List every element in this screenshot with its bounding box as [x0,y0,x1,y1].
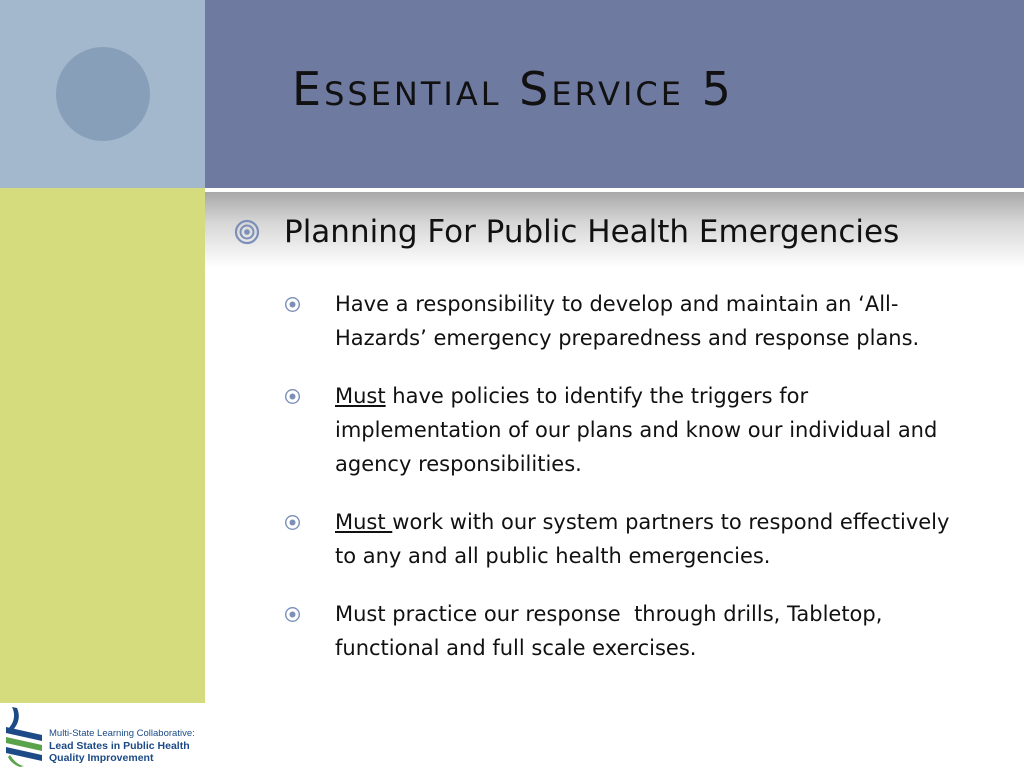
sub-bullet-item [284,597,974,665]
target-bullet-icon [233,218,261,246]
sub-bullet-emphasis: Must [335,510,393,534]
decorative-circle [56,47,150,141]
top-left-block [0,0,205,188]
organization-logo [0,703,210,768]
logo-line-2: Lead States in Public Health [49,740,190,752]
slide-title: Essential Service 5 [292,62,734,116]
sub-bullet-text: Have a responsibility to develop and maintain an ‘All-Hazards’ emergency preparedness and response plans. [335,292,920,350]
main-bullet-text: Planning For Public Health Emergencies [284,214,900,250]
circle-dot-bullet-icon [284,606,301,623]
circle-dot-bullet-icon [284,514,301,531]
sub-bullet-item [284,379,974,481]
sub-bullet-item [284,287,974,355]
sub-bullet-text: Must practice our response through drills, Tabletop, functional and full scale exercises. [335,602,890,660]
circle-dot-bullet-icon [284,388,301,405]
sub-bullet-text: work with our system partners to respond effectively to any and all public health emergencies. [335,510,950,568]
green-side-strip [0,188,205,703]
main-bullet [233,214,899,250]
msl-collaborative-logo-icon [2,705,46,767]
sub-bullet-item [284,505,974,573]
sub-bullet-list [284,287,974,689]
logo-line-1: Multi-State Learning Collaborative: [49,728,195,739]
logo-text [49,728,195,764]
sub-bullet-text: have policies to identify the triggers for implementation of our plans and know our individual and agency responsibilities. [335,384,938,476]
sub-bullet-emphasis: Must [335,384,386,408]
circle-dot-bullet-icon [284,296,301,313]
logo-line-3: Quality Improvement [49,752,154,764]
